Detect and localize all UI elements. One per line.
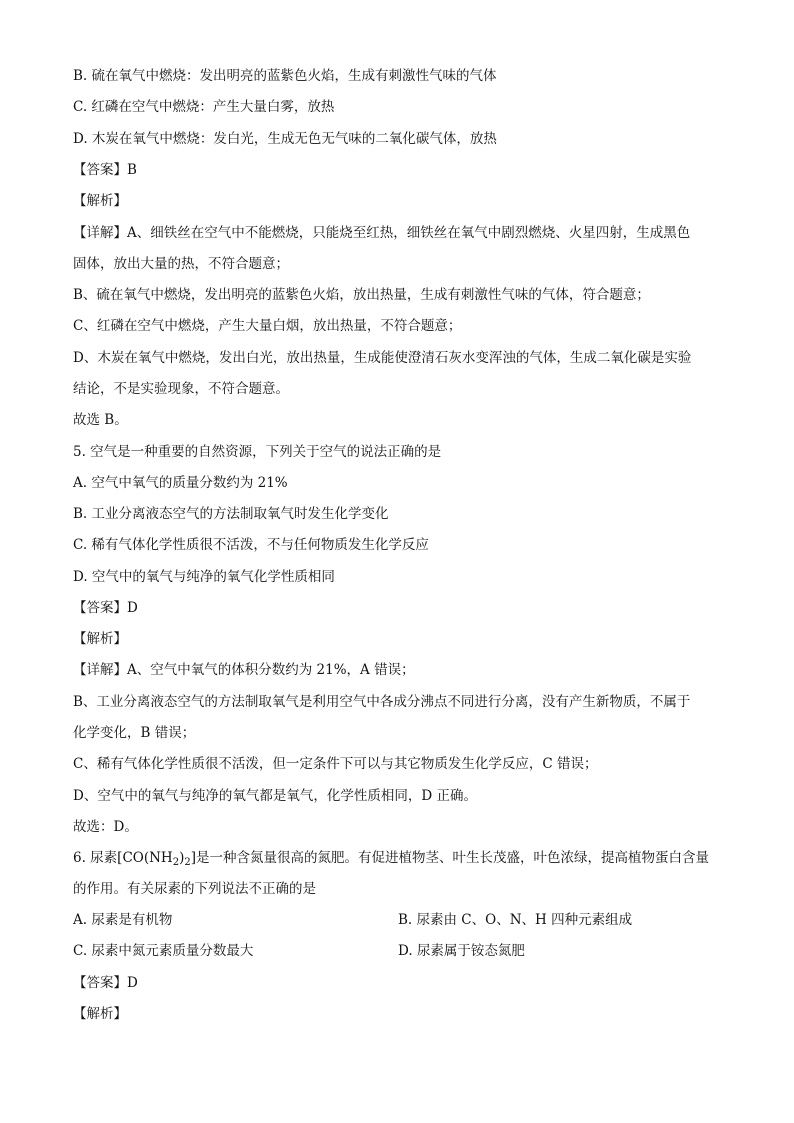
- q5-answer: 【答案】D: [73, 600, 138, 616]
- q5-option-b: B. 工业分离液态空气的方法制取氧气时发生化学变化: [73, 506, 389, 522]
- q4-option-d: D. 木炭在氧气中燃烧：发白光，生成无色无气味的二氧化碳气体，放热: [73, 131, 497, 147]
- q4-detail-line: 结论，不是实验现象，不符合题意。: [73, 381, 289, 397]
- q6-subscript: 2: [184, 857, 191, 868]
- q6-option-b: B. 尿素由 C、O、N、H 四种元素组成: [398, 912, 633, 928]
- q4-conclusion: 故选 B。: [73, 412, 128, 428]
- q4-detail-line: D、木炭在氧气中燃烧，发出白光，放出热量，生成能使澄清石灰水变浑浊的气体，生成二氧化碳是实验: [73, 350, 692, 366]
- q5-detail-line: B、工业分离液态空气的方法制取氧气是利用空气中各成分沸点不同进行分离，没有产生新物质，不属于: [73, 694, 691, 710]
- q4-detail-line: C、红磷在空气中燃烧，产生大量白烟，放出热量，不符合题意；: [73, 318, 462, 334]
- q6-stem-prefix: 6. 尿素[CO(NH: [73, 850, 173, 866]
- q4-detail-line: B、硫在氧气中燃烧，发出明亮的蓝紫色火焰，放出热量，生成有刺激性气味的气体，符合题意；: [73, 287, 650, 303]
- q6-option-c: C. 尿素中氮元素质量分数最大: [73, 943, 254, 959]
- q6-option-d: D. 尿素属于铵态氮肥: [398, 943, 525, 959]
- q6-stem-line2: 的作用。有关尿素的下列说法不正确的是: [73, 881, 316, 897]
- q5-stem: 5. 空气是一种重要的自然资源，下列关于空气的说法正确的是: [73, 444, 442, 460]
- q6-stem-mid: ): [179, 850, 185, 866]
- q6-subscript: 2: [172, 857, 180, 868]
- q6-answer: 【答案】D: [73, 975, 138, 991]
- q5-detail-line: 【详解】A、空气中氧气的体积分数约为 21%，A 错误；: [73, 662, 415, 678]
- q4-answer: 【答案】B: [73, 162, 137, 178]
- q4-option-c: C. 红磷在空气中燃烧：产生大量白雾，放热: [73, 99, 335, 115]
- q5-option-d: D. 空气中的氧气与纯净的氧气化学性质相同: [73, 569, 335, 585]
- q4-option-b: B. 硫在氧气中燃烧：发出明亮的蓝紫色火焰，生成有刺激性气味的气体: [73, 68, 497, 84]
- q5-conclusion: 故选：D。: [73, 819, 138, 835]
- q6-option-a: A. 尿素是有机物: [73, 912, 173, 928]
- q4-detail-line: 固体，放出大量的热，不符合题意；: [73, 256, 289, 272]
- q5-detail-line: 化学变化，B 错误；: [73, 725, 196, 741]
- q5-detail-line: C、稀有气体化学性质很不活泼，但一定条件下可以与其它物质发生化学反应，C 错误；: [73, 756, 598, 772]
- q5-analysis-heading: 【解析】: [73, 631, 127, 647]
- q5-detail-line: D、空气中的氧气与纯净的氧气都是氧气，化学性质相同，D 正确。: [73, 788, 477, 804]
- q5-option-c: C. 稀有气体化学性质很不活泼，不与任何物质发生化学反应: [73, 537, 429, 553]
- q4-analysis-heading: 【解析】: [73, 193, 127, 209]
- q6-analysis-heading: 【解析】: [73, 1006, 127, 1022]
- q5-option-a: A. 空气中氧气的质量分数约为 21%: [73, 475, 288, 491]
- q6-stem-suffix: ]是一种含氮量很高的氮肥。有促进植物茎、叶生长茂盛，叶色浓绿，提高植物蛋白含量: [190, 850, 710, 866]
- q4-detail-line: 【详解】A、细铁丝在空气中不能燃烧，只能烧至红热，细铁丝在氧气中剧烈燃烧、火星四射，生成黑色: [73, 225, 691, 241]
- q6-stem: [73, 848, 709, 870]
